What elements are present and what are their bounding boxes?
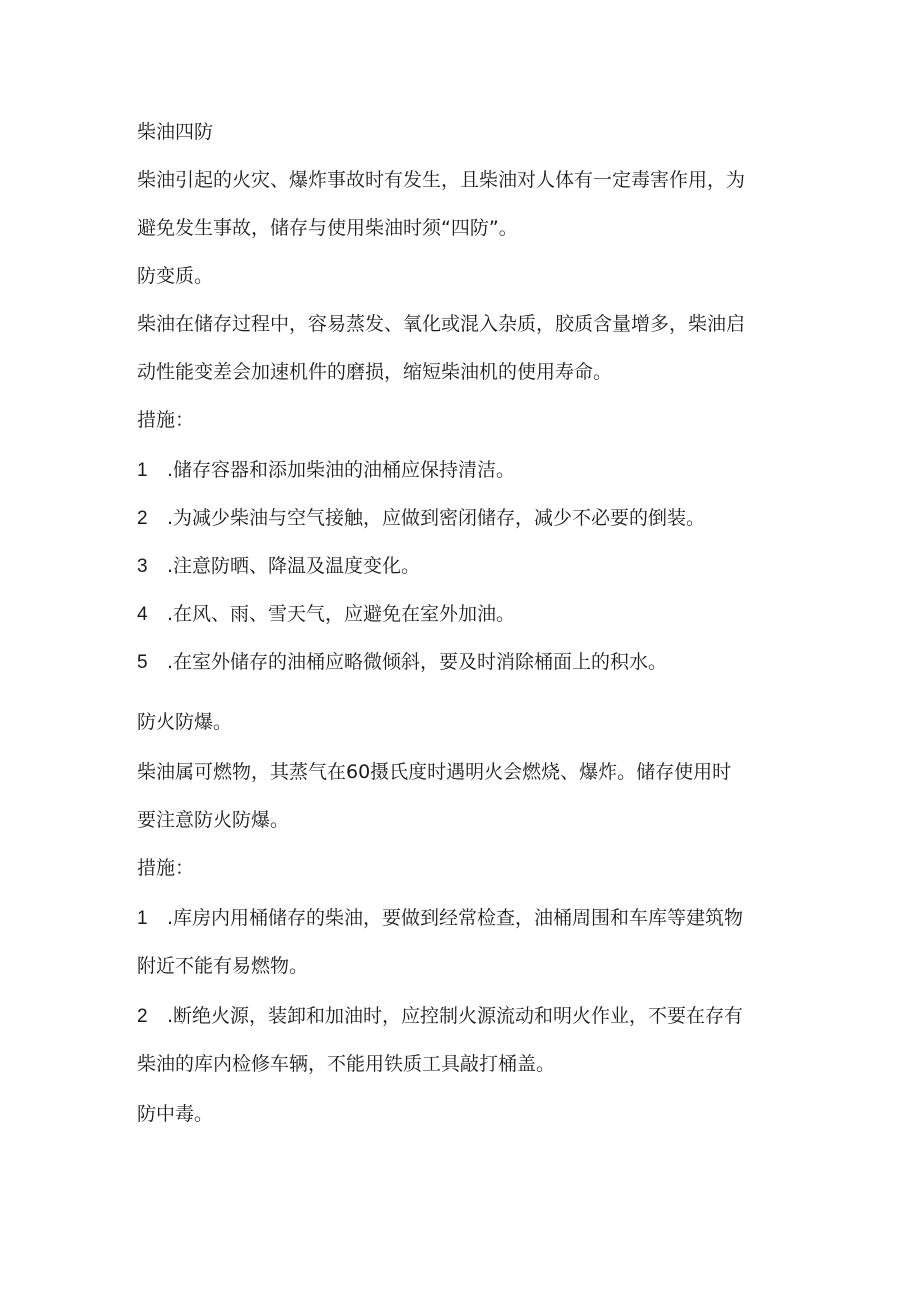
list-item-text: .在室外储存的油桶应略微倾斜，要及时消除桶面上的积水。 — [167, 651, 668, 673]
list-item-text: .断绝火源，装卸和加油时，应控制火源流动和明火作业，不要在存有 — [167, 1005, 744, 1027]
fire-desc-line-2: 要注意防火防爆。 — [137, 809, 290, 831]
list-number: 4 — [137, 604, 148, 625]
section-heading-poisoning: 防中毒。 — [137, 1103, 214, 1125]
document-title: 柴油四防 — [137, 121, 214, 143]
fire-measure-2 — [137, 1004, 743, 1029]
list-number: 2 — [137, 1006, 148, 1027]
fire-measure-1 — [137, 906, 743, 931]
list-number: 2 — [137, 508, 148, 529]
spoilage-measure-2 — [137, 506, 705, 531]
list-number: 3 — [137, 556, 148, 577]
list-item-text: .为减少柴油与空气接触，应做到密闭储存，减少不必要的倒装。 — [167, 507, 706, 529]
fire-desc-line-1: 柴油属可燃物，其蒸气在60摄氏度时遇明火会燃烧、爆炸。储存使用时 — [137, 761, 732, 783]
list-number: 1 — [137, 908, 148, 929]
spoilage-measure-1 — [137, 458, 515, 483]
list-item-text: .库房内用桶储存的柴油，要做到经常检查，油桶周围和车库等建筑物 — [167, 907, 744, 929]
list-item-text: .注意防晒、降温及温度变化。 — [167, 555, 421, 577]
intro-line-1: 柴油引起的火灾、爆炸事故时有发生，且柴油对人体有一定毒害作用，为 — [137, 169, 746, 191]
list-item-text: .储存容器和添加柴油的油桶应保持清洁。 — [167, 459, 516, 481]
spoilage-desc-line-1: 柴油在储存过程中，容易蒸发、氧化或混入杂质，胶质含量增多，柴油启 — [137, 313, 746, 335]
list-number: 5 — [137, 652, 148, 673]
list-number: 1 — [137, 460, 148, 481]
spoilage-measures-label: 措施： — [137, 409, 195, 431]
spoilage-measure-4 — [137, 602, 515, 627]
spoilage-measure-3 — [137, 554, 420, 579]
list-item-text: .在风、雨、雪天气，应避免在室外加油。 — [167, 603, 516, 625]
fire-measure-2-cont: 柴油的库内检修车辆，不能用铁质工具敲打桶盖。 — [137, 1053, 556, 1075]
spoilage-measure-5 — [137, 650, 667, 675]
section-heading-spoilage: 防变质。 — [137, 265, 214, 287]
section-heading-fire: 防火防爆。 — [137, 711, 233, 733]
fire-measure-1-cont: 附近不能有易燃物。 — [137, 955, 309, 977]
spoilage-desc-line-2: 动性能变差会加速机件的磨损，缩短柴油机的使用寿命。 — [137, 361, 613, 383]
fire-measures-label: 措施： — [137, 857, 195, 879]
intro-line-2: 避免发生事故，储存与使用柴油时须“四防”。 — [137, 217, 518, 239]
